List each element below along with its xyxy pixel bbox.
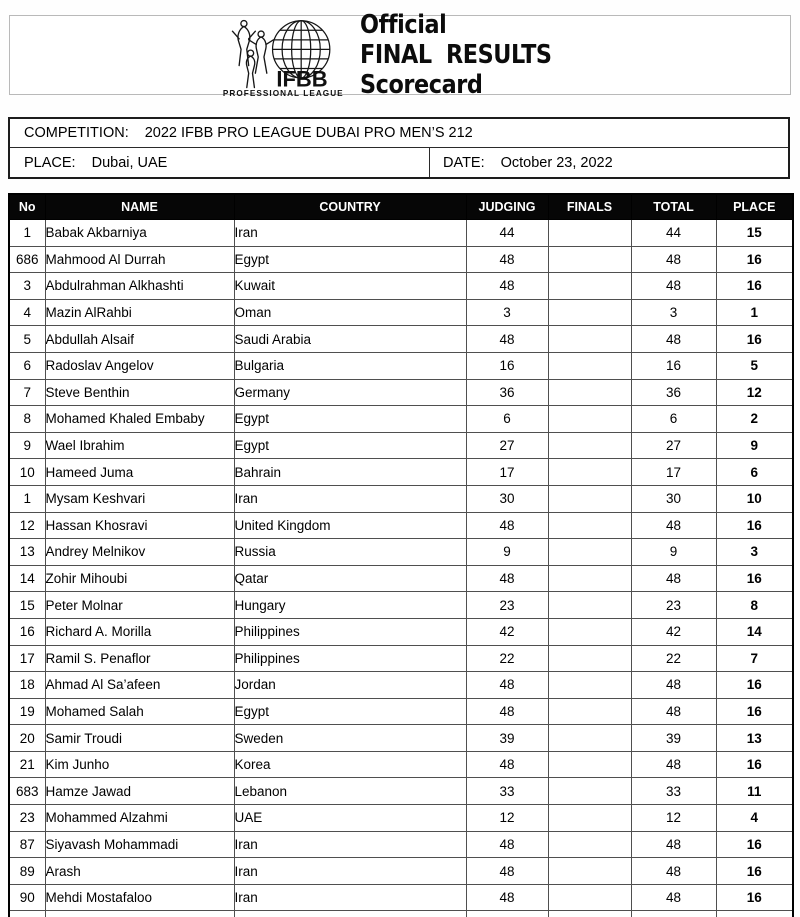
- cell-total: 23: [631, 592, 716, 619]
- cell-name: Mohamed Khaled Embaby: [45, 406, 234, 433]
- cell-name: Hassan Khosravi: [45, 512, 234, 539]
- cell-no: 21: [9, 751, 45, 778]
- cell-country: Oman: [234, 299, 466, 326]
- cell-finals: [548, 805, 631, 832]
- competition-label: COMPETITION:: [24, 125, 129, 141]
- cell-no: 683: [9, 778, 45, 805]
- column-header-place: PLACE: [716, 194, 793, 220]
- table-row: [9, 778, 793, 805]
- cell-place: 13: [716, 725, 793, 752]
- cell-no: 10: [9, 459, 45, 486]
- cell-total: 48: [631, 831, 716, 858]
- cell-country: Sweden: [234, 725, 466, 752]
- cell-finals: [548, 539, 631, 566]
- cell-finals: [548, 379, 631, 406]
- table-row: [9, 299, 793, 326]
- cell-country: Jordan: [234, 672, 466, 699]
- cell-judging: 48: [466, 858, 548, 885]
- cell-country: Russia: [234, 539, 466, 566]
- cell-name: Siyavash Mohammadi: [45, 831, 234, 858]
- cell-country: Bulgaria: [234, 352, 466, 379]
- cell-name: Hamze Jawad: [45, 778, 234, 805]
- place-label: PLACE:: [24, 154, 76, 171]
- cell-name: Ramil S. Penaflor: [45, 645, 234, 672]
- cell-name: Steve Benthin: [45, 379, 234, 406]
- logo-ifbb-text: IFBB: [275, 66, 328, 92]
- cell-country: Iran: [234, 220, 466, 247]
- cell-judging: 48: [466, 884, 548, 911]
- cell-judging: 22: [466, 645, 548, 672]
- header-banner: [9, 10, 791, 100]
- cell-place: 16: [716, 565, 793, 592]
- ifbb-logo: [218, 15, 350, 99]
- cell-place: 12: [716, 379, 793, 406]
- cell-total: 9: [631, 539, 716, 566]
- cell-country: Philippines: [234, 645, 466, 672]
- cell-total: 27: [631, 432, 716, 459]
- cell-total: 48: [631, 884, 716, 911]
- table-row: [9, 246, 793, 273]
- cell-judging: 17: [466, 459, 548, 486]
- cell-place: 16: [716, 751, 793, 778]
- cell-judging: 42: [466, 618, 548, 645]
- cell-place: 16: [716, 698, 793, 725]
- table-row: [9, 326, 793, 353]
- cell-finals: [548, 858, 631, 885]
- place-cell: [10, 148, 430, 177]
- cell-judging: 30: [466, 485, 548, 512]
- cell-place: 8: [716, 592, 793, 619]
- cell-name: Abdullah Alsaif: [45, 326, 234, 353]
- cell-place: 15: [716, 220, 793, 247]
- cell-name: Mysam Keshvari: [45, 485, 234, 512]
- results-table: [8, 193, 794, 917]
- cell-finals: [548, 485, 631, 512]
- cell-finals: [548, 326, 631, 353]
- table-row: [9, 592, 793, 619]
- cell-finals: [548, 565, 631, 592]
- cell-place: 16: [716, 884, 793, 911]
- cell-total: 6: [631, 406, 716, 433]
- title-line-scorecard: Scorecard: [359, 70, 483, 100]
- table-row: [9, 512, 793, 539]
- cell-finals: [548, 618, 631, 645]
- cell-place: 4: [716, 805, 793, 832]
- cell-judging: 9: [466, 539, 548, 566]
- cell-no: 19: [9, 698, 45, 725]
- cell-no: 14: [9, 565, 45, 592]
- cell-place: 11: [716, 778, 793, 805]
- table-row: [9, 485, 793, 512]
- cell-country: Iran: [234, 485, 466, 512]
- cell-total: 48: [631, 751, 716, 778]
- table-row: [9, 273, 793, 300]
- cell-no: 3: [9, 273, 45, 300]
- document-title: [360, 10, 552, 100]
- cell-finals: [548, 831, 631, 858]
- cell-name: Andrey Melnikov: [45, 539, 234, 566]
- cell-judging: 48: [466, 246, 548, 273]
- cell-total: 3: [631, 299, 716, 326]
- table-row: [9, 379, 793, 406]
- table-row: [9, 672, 793, 699]
- cell-name: Abdulrahman Alkhashti: [45, 273, 234, 300]
- logo-subtitle-text: PROFESSIONAL LEAGUE: [222, 89, 344, 99]
- cell-country: Korea: [234, 751, 466, 778]
- date-cell: [430, 148, 788, 177]
- cell-no: 1: [9, 485, 45, 512]
- bodybuilder-figures-icon: [232, 21, 273, 88]
- cell-no: 9: [9, 432, 45, 459]
- cell-no: 20: [9, 725, 45, 752]
- cell-no: 23: [9, 805, 45, 832]
- cell-finals: [548, 352, 631, 379]
- cell-judging: 23: [466, 592, 548, 619]
- cell-no: 89: [9, 858, 45, 885]
- cell-judging: 48: [466, 273, 548, 300]
- cell-country: Philippines: [234, 618, 466, 645]
- cell-place: 2: [716, 406, 793, 433]
- cell-no: 8: [9, 406, 45, 433]
- cell-country: Egypt: [234, 432, 466, 459]
- cell-country: Qatar: [234, 565, 466, 592]
- competition-value: 2022 IFBB PRO LEAGUE DUBAI PRO MEN’S 212: [144, 125, 473, 141]
- cell-country: UAE: [234, 805, 466, 832]
- cell-judging: 36: [466, 379, 548, 406]
- table-row: [9, 884, 793, 911]
- cell-finals: [548, 512, 631, 539]
- column-header-country: COUNTRY: [234, 194, 466, 220]
- cell-place: 1: [716, 299, 793, 326]
- table-row: [9, 220, 793, 247]
- column-header-finals: FINALS: [548, 194, 631, 220]
- cell-total: 48: [631, 858, 716, 885]
- cell-country: United Kingdom: [234, 512, 466, 539]
- cut-off-row: [9, 911, 793, 917]
- cell-no: 6: [9, 352, 45, 379]
- cell-name: Mazin AlRahbi: [45, 299, 234, 326]
- cell-no: 18: [9, 672, 45, 699]
- column-header-judging: JUDGING: [466, 194, 548, 220]
- cell-place: 16: [716, 672, 793, 699]
- table-row: [9, 432, 793, 459]
- title-line-official: Official: [359, 10, 446, 40]
- cell-no: 87: [9, 831, 45, 858]
- table-row: [9, 352, 793, 379]
- cell-country: Egypt: [234, 406, 466, 433]
- cell-judging: 48: [466, 512, 548, 539]
- cell-judging: 44: [466, 220, 548, 247]
- cell-name: Hameed Juma: [45, 459, 234, 486]
- cell-name: Mohammed Alzahmi: [45, 805, 234, 832]
- cell-no: 686: [9, 246, 45, 273]
- cell-judging: 48: [466, 672, 548, 699]
- cell-judging: 48: [466, 751, 548, 778]
- table-row: [9, 406, 793, 433]
- cell-total: 17: [631, 459, 716, 486]
- results-table-body: [9, 220, 793, 911]
- table-row: [9, 539, 793, 566]
- cell-finals: [548, 406, 631, 433]
- cell-total: 48: [631, 565, 716, 592]
- competition-row: [10, 119, 788, 148]
- cell-total: 30: [631, 485, 716, 512]
- cell-judging: 16: [466, 352, 548, 379]
- cell-place: 9: [716, 432, 793, 459]
- cell-name: Peter Molnar: [45, 592, 234, 619]
- cell-finals: [548, 778, 631, 805]
- cell-no: 5: [9, 326, 45, 353]
- cell-name: Samir Troudi: [45, 725, 234, 752]
- cell-total: 33: [631, 778, 716, 805]
- cell-place: 10: [716, 485, 793, 512]
- cell-name: Babak Akbarniya: [45, 220, 234, 247]
- cell-no: 7: [9, 379, 45, 406]
- cell-country: Egypt: [234, 698, 466, 725]
- table-row: [9, 618, 793, 645]
- cell-judging: 48: [466, 326, 548, 353]
- cell-country: Kuwait: [234, 273, 466, 300]
- cell-name: Ahmad Al Sa’afeen: [45, 672, 234, 699]
- cell-finals: [548, 273, 631, 300]
- cell-judging: 12: [466, 805, 548, 832]
- date-label: DATE:: [443, 154, 485, 171]
- cell-name: Arash: [45, 858, 234, 885]
- cell-no: 17: [9, 645, 45, 672]
- cell-place: 16: [716, 831, 793, 858]
- cell-finals: [548, 751, 631, 778]
- cell-place: 14: [716, 618, 793, 645]
- cell-place: 16: [716, 858, 793, 885]
- cell-finals: [548, 299, 631, 326]
- cell-total: 48: [631, 273, 716, 300]
- cell-total: 42: [631, 618, 716, 645]
- cell-country: Hungary: [234, 592, 466, 619]
- table-row: [9, 858, 793, 885]
- title-line-final-results: FINAL RESULTS: [359, 40, 552, 70]
- cell-name: Kim Junho: [45, 751, 234, 778]
- cell-total: 48: [631, 512, 716, 539]
- date-value: October 23, 2022: [500, 154, 613, 171]
- cell-judging: 48: [466, 698, 548, 725]
- results-table-header: [9, 194, 793, 220]
- cell-judging: 27: [466, 432, 548, 459]
- cell-total: 48: [631, 326, 716, 353]
- place-date-row: [10, 148, 788, 177]
- cell-no: 13: [9, 539, 45, 566]
- cell-country: Bahrain: [234, 459, 466, 486]
- table-row: [9, 751, 793, 778]
- cell-judging: 39: [466, 725, 548, 752]
- cell-no: 1: [9, 220, 45, 247]
- cell-no: 4: [9, 299, 45, 326]
- cell-finals: [548, 220, 631, 247]
- cell-place: 16: [716, 246, 793, 273]
- cell-judging: 3: [466, 299, 548, 326]
- cell-country: Iran: [234, 858, 466, 885]
- cell-name: Zohir Mihoubi: [45, 565, 234, 592]
- cell-place: 16: [716, 512, 793, 539]
- column-header-name: NAME: [45, 194, 234, 220]
- cell-country: Germany: [234, 379, 466, 406]
- table-row: [9, 805, 793, 832]
- cell-finals: [548, 884, 631, 911]
- cell-finals: [548, 246, 631, 273]
- cell-total: 48: [631, 672, 716, 699]
- table-row: [9, 831, 793, 858]
- cell-place: 5: [716, 352, 793, 379]
- table-row: [9, 698, 793, 725]
- cell-finals: [548, 725, 631, 752]
- cell-finals: [548, 459, 631, 486]
- cell-place: 3: [716, 539, 793, 566]
- cell-judging: 6: [466, 406, 548, 433]
- cell-name: Mehdi Mostafaloo: [45, 884, 234, 911]
- cell-total: 39: [631, 725, 716, 752]
- cell-total: 36: [631, 379, 716, 406]
- cell-country: Egypt: [234, 246, 466, 273]
- table-row: [9, 725, 793, 752]
- cell-total: 48: [631, 698, 716, 725]
- cell-place: 16: [716, 273, 793, 300]
- partial-row-body: [9, 911, 793, 917]
- cell-judging: 48: [466, 831, 548, 858]
- cell-name: Richard A. Morilla: [45, 618, 234, 645]
- table-row: [9, 565, 793, 592]
- cell-total: 48: [631, 246, 716, 273]
- cell-total: 12: [631, 805, 716, 832]
- cell-no: 12: [9, 512, 45, 539]
- cell-name: Mohamed Salah: [45, 698, 234, 725]
- cell-place: 7: [716, 645, 793, 672]
- cell-country: Lebanon: [234, 778, 466, 805]
- cell-finals: [548, 432, 631, 459]
- cell-no: 15: [9, 592, 45, 619]
- cell-finals: [548, 698, 631, 725]
- cell-total: 44: [631, 220, 716, 247]
- cell-name: Wael Ibrahim: [45, 432, 234, 459]
- cell-judging: 48: [466, 565, 548, 592]
- cell-no: 16: [9, 618, 45, 645]
- cell-total: 22: [631, 645, 716, 672]
- cell-place: 6: [716, 459, 793, 486]
- column-header-total: TOTAL: [631, 194, 716, 220]
- cell-country: Iran: [234, 884, 466, 911]
- cell-finals: [548, 672, 631, 699]
- table-row: [9, 645, 793, 672]
- cell-place: 16: [716, 326, 793, 353]
- competition-info-box: [8, 117, 790, 179]
- cell-total: 16: [631, 352, 716, 379]
- cell-name: Mahmood Al Durrah: [45, 246, 234, 273]
- cell-country: Saudi Arabia: [234, 326, 466, 353]
- cell-finals: [548, 592, 631, 619]
- cell-country: Iran: [234, 831, 466, 858]
- cell-judging: 33: [466, 778, 548, 805]
- table-row: [9, 459, 793, 486]
- cell-name: Radoslav Angelov: [45, 352, 234, 379]
- cell-finals: [548, 645, 631, 672]
- place-value: Dubai, UAE: [91, 154, 168, 171]
- column-header-no: No: [9, 194, 45, 220]
- cell-no: 90: [9, 884, 45, 911]
